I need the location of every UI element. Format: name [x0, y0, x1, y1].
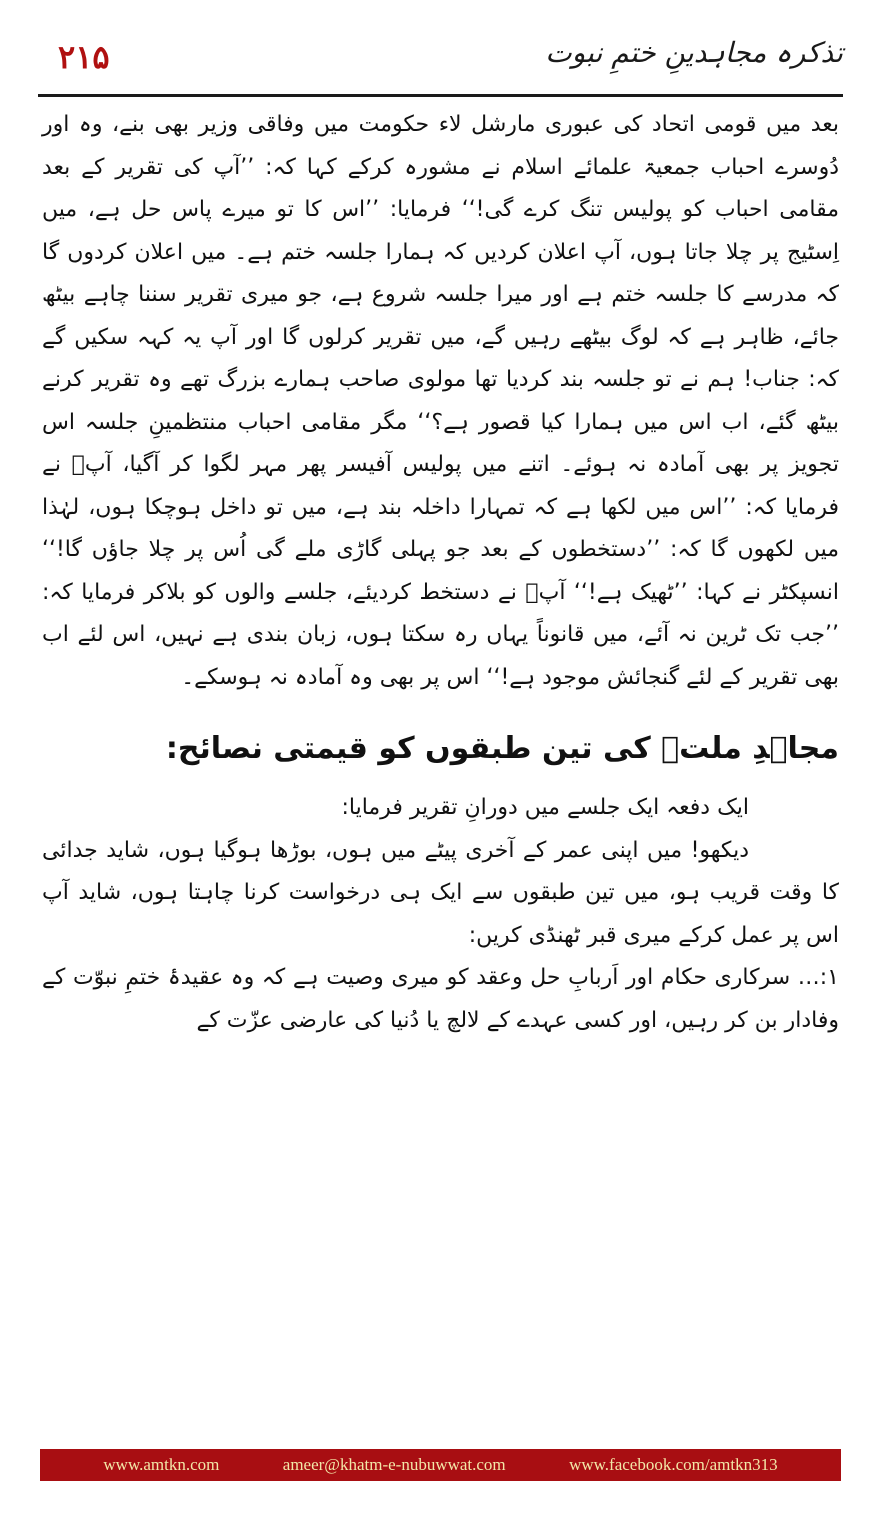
footer-facebook-link[interactable]: www.facebook.com/amtkn313 [569, 1455, 778, 1474]
page-header [38, 30, 843, 92]
body-paragraph-2: دیکھو! میں اپنی عمر کے آخری پیٹے میں ہوں، بوڑھا ہوگیا ہوں، شاید جدائی کا وقت قریب ہو، میں تین طبقوں سے ایک ہی درخواست کرنا چاہتا ہوں، شاید آپ اس پر عمل کرکے میری قبر ٹھنڈی کریں: [42, 837, 839, 948]
body-paragraph-1: بعد میں قومی اتحاد کی عبوری مارشل لاء حکومت میں وفاقی وزیر بھی بنے، وہ اور دُوسرے احباب جمعیۃ علمائے اسلام نے مشورہ کرکے کہا کہ: ’’آپ کی تقریر کے بعد مقامی احباب کو پولیس تنگ کرے گی!‘‘ فرمایا: ’’اس کا تو میرے پاس حل ہے، میں اِسٹیج پر چلا جاتا ہوں، آپ اعلان کردیں کہ ہمارا جلسہ ختم ہے۔ میں اعلان کردوں گا کہ مدرسے کا جلسہ ختم ہے اور میرا جلسہ شروع ہے، جو میری تقریر سننا چاہے بیٹھ جائے، ظاہر ہے کہ لوگ بیٹھے رہیں گے، میں تقریر کرلوں گا اور آپ یہ کہہ سکیں گے کہ: جناب! ہم نے تو جلسہ بند کردیا تھا مولوی صاحب ہمارے بزرگ تھے وہ تقریر کرنے بیٹھ گئے، اب اس میں ہمارا کیا قصور ہے؟‘‘ مگر مقامی احباب منتظمینِ جلسہ اس تجویز پر بھی آمادہ نہ ہوئے۔ اتنے میں پولیس آفیسر پھر مہر لگوا کر آگیا، آپؒ نے فرمایا کہ: ’’اس میں لکھا ہے کہ تمہارا داخلہ بند ہے، میں تو داخل ہوچکا ہوں، لہٰذا میں لکھوں گا کہ: ’’دستخطوں کے بعد جو پہلی گاڑی ملے گی اُس پر چلا جاؤں گا!‘‘ انسپکٹر نے کہا: ’’ٹھیک ہے!‘‘ آپؒ نے دستخط کردیئے، جلسے والوں کو بلاکر فرمایا کہ: ’’جب تک ٹرین نہ آئے، میں قانوناً یہاں رہ سکتا ہوں، زبان بندی ہے نہیں، اس لئے اب بھی تقریر کے لئے گنجائش موجود ہے!‘‘ اس پر بھی وہ آمادہ نہ ہوسکے۔ [42, 112, 839, 690]
running-title: تذکرہ مجاہدینِ ختمِ نبوت [545, 36, 843, 69]
intro-line: ایک دفعہ ایک جلسے میں دورانِ تقریر فرمایا: [341, 795, 749, 820]
footer-band [40, 1449, 841, 1481]
page-number: ۲۱۵ [58, 38, 110, 76]
footer-website-link[interactable]: www.amtkn.com [103, 1455, 220, 1474]
footer-email-link[interactable]: ameer@khatm-e-nubuwwat.com [282, 1455, 506, 1474]
page-body [42, 104, 839, 1042]
section-heading: مجاہدِ ملتؒ کی تین طبقوں کو قیمتی نصائح: [165, 731, 839, 766]
header-divider [38, 94, 843, 97]
body-paragraph-3: ۱:… سرکاری حکام اور اَربابِ حل وعقد کو میری وصیت ہے کہ وہ عقیدۂ ختمِ نبوّت کے وفادار بن کر رہیں، اور کسی عہدے کے لالچ یا دُنیا کی عارضی عزّت کے [42, 965, 839, 1033]
